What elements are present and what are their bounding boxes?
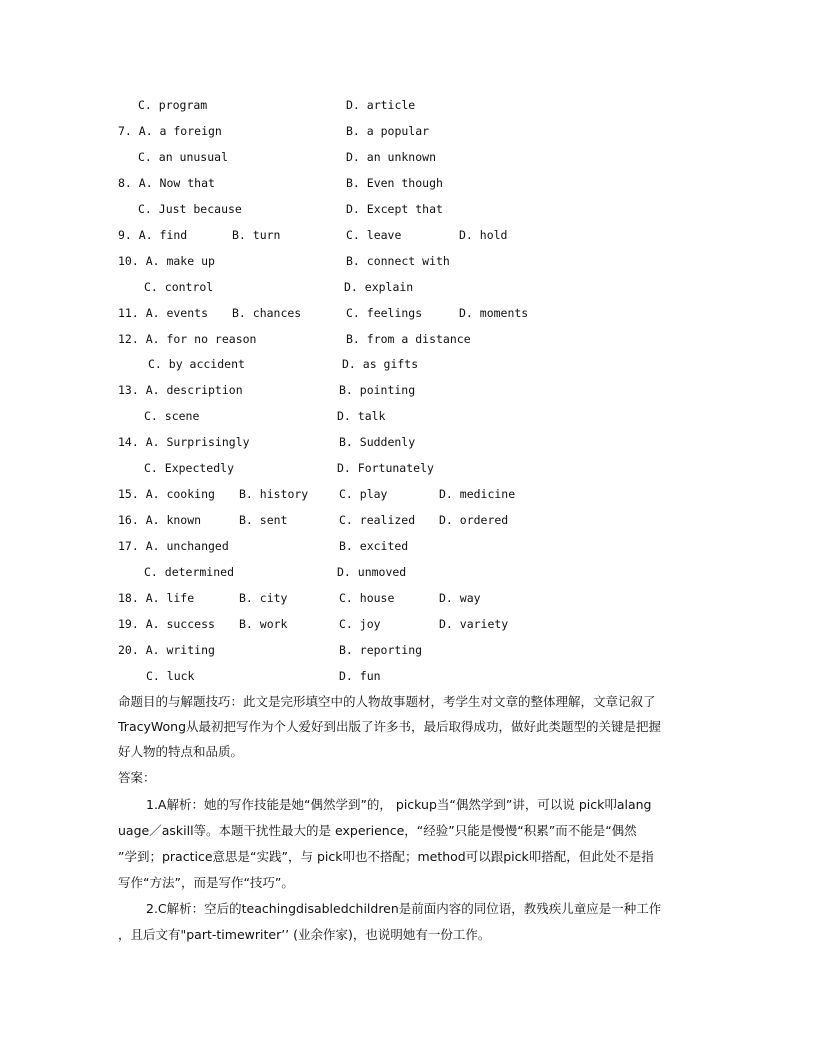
option-text: C. control xyxy=(144,280,214,294)
option-text: 7. A. a foreign xyxy=(118,124,222,138)
analysis-paragraph-line: 写作“方法”，而是写作“技巧”。 xyxy=(118,875,294,890)
answer-heading: 答案： xyxy=(118,770,156,785)
option-text: B. reporting xyxy=(339,643,423,657)
option-text: C. feelings xyxy=(346,306,423,320)
option-text: C. by accident xyxy=(148,357,245,371)
analysis-paragraph-line: ”学到；practice意思是“实践”，与 pick叩也不搭配；method可以跟pick叩搭配，但此处不是指 xyxy=(118,849,654,864)
analysis-paragraph-line: 1.A解析：她的写作技能是她“偶然学到”的， pickup当“偶然学到”讲，可以说 pick叩alang xyxy=(146,797,652,812)
option-text: D. moments xyxy=(459,306,529,320)
option-text: B. city xyxy=(239,591,288,605)
option-text: B. chances xyxy=(232,306,302,320)
option-text: B. connect with xyxy=(346,254,450,268)
option-text: 11. A. events xyxy=(118,306,209,320)
option-text: 15. A. cooking xyxy=(118,487,215,501)
option-text: C. scene xyxy=(144,409,200,423)
option-text: D. variety xyxy=(439,617,509,631)
option-text: D. Fortunately xyxy=(337,461,434,475)
option-text: C. an unusual xyxy=(138,150,229,164)
option-text: B. pointing xyxy=(339,383,416,397)
option-text: 10. A. make up xyxy=(118,254,215,268)
option-text: D. explain xyxy=(344,280,414,294)
option-text: B. Suddenly xyxy=(339,435,416,449)
option-text: B. Even though xyxy=(346,176,443,190)
option-text: C. house xyxy=(339,591,395,605)
option-text: B. from a distance xyxy=(346,332,471,346)
option-text: 20. A. writing xyxy=(118,643,215,657)
option-text: C. program xyxy=(138,98,208,112)
analysis-paragraph-line: ，且后文有"part-timewriter’’ (业余作家)，也说明她有一份工作。 xyxy=(118,927,491,942)
option-text: B. turn xyxy=(232,228,281,242)
option-text: B. sent xyxy=(239,513,288,527)
analysis-paragraph-line: 命题目的与解题技巧：此文是完形填空中的人物故事题材，考学生对文章的整体理解，文章记叙了 xyxy=(118,694,656,709)
option-text: 9. A. find xyxy=(118,228,188,242)
analysis-paragraph-line: uage／askill等。本题干扰性最大的是 experience，“经验”只能是慢慢“积累”而不能是“偶然 xyxy=(118,823,637,838)
option-text: D. way xyxy=(439,591,481,605)
option-text: D. ordered xyxy=(439,513,509,527)
option-text: 14. A. Surprisingly xyxy=(118,435,250,449)
option-text: 18. A. life xyxy=(118,591,195,605)
option-text: C. play xyxy=(339,487,388,501)
option-text: B. history xyxy=(239,487,309,501)
option-text: B. work xyxy=(239,617,288,631)
option-text: D. fun xyxy=(339,669,381,683)
option-text: D. an unknown xyxy=(346,150,437,164)
option-text: C. joy xyxy=(339,617,381,631)
option-text: D. Except that xyxy=(346,202,443,216)
option-text: C. leave xyxy=(346,228,402,242)
option-text: D. talk xyxy=(337,409,386,423)
analysis-paragraph-line: 2.C解析：空后的teachingdisabledchildren是前面内容的同位语，教残疾儿童应是一种工作 xyxy=(146,901,662,916)
option-text: B. excited xyxy=(339,539,409,553)
option-text: D. as gifts xyxy=(342,357,419,371)
analysis-paragraph-line: 好人物的特点和品质。 xyxy=(118,744,244,759)
option-text: 17. A. unchanged xyxy=(118,539,229,553)
option-text: C. determined xyxy=(144,565,235,579)
option-text: 16. A. known xyxy=(118,513,202,527)
option-text: 12. A. for no reason xyxy=(118,332,257,346)
option-text: C. luck xyxy=(146,669,195,683)
option-text: C. realized xyxy=(339,513,416,527)
option-text: D. hold xyxy=(459,228,508,242)
option-text: 8. A. Now that xyxy=(118,176,215,190)
option-text: 13. A. description xyxy=(118,383,243,397)
option-text: B. a popular xyxy=(346,124,430,138)
option-text: D. unmoved xyxy=(337,565,407,579)
option-text: D. article xyxy=(346,98,416,112)
option-text: C. Just because xyxy=(138,202,242,216)
analysis-paragraph-line: TracyWong从最初把写作为个人爱好到出版了许多书，最后取得成功，做好此类题型的关键是把握 xyxy=(118,719,662,734)
option-text: C. Expectedly xyxy=(144,461,235,475)
option-text: D. medicine xyxy=(439,487,516,501)
option-text: 19. A. success xyxy=(118,617,215,631)
